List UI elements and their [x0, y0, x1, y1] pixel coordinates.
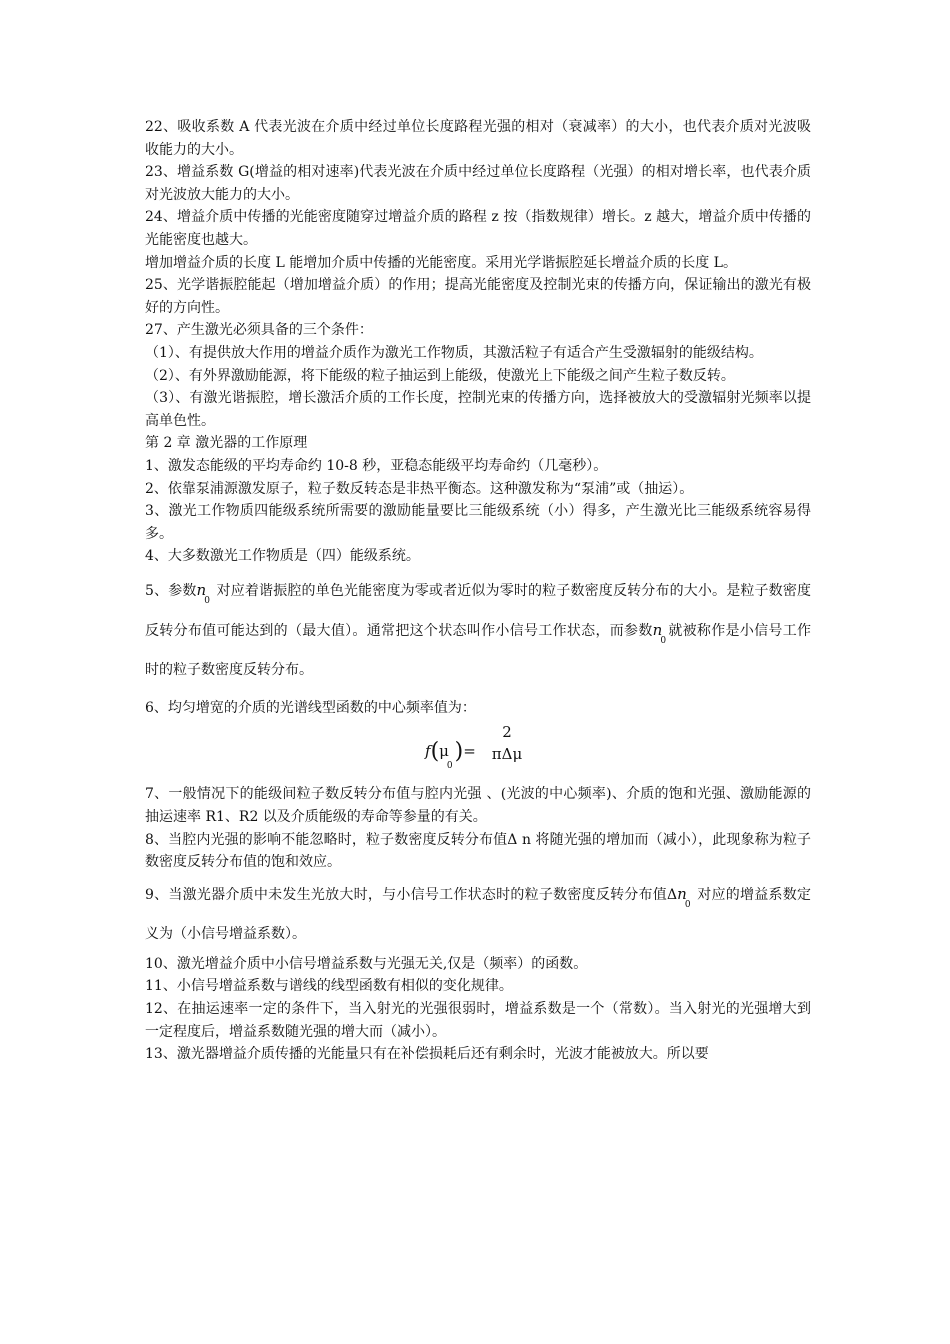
paragraph-22: 22、吸收系数 A 代表光波在介质中经过单位长度路程光强的相对（衰减率）的大小，也代表介质对光波吸收能力的大小。 — [145, 119, 811, 158]
item-10: 10、激光增益介质中小信号增益系数与光强无关,仅是（频率）的函数。 — [145, 955, 588, 972]
item-7: 7、一般情况下的能级间粒子数反转分布值与腔内光强 、(光波的中心频率)、介质的饱和光强、激励能源的抽运速率 R1、R2 以及介质能级的寿命等参量的有关。 — [145, 786, 811, 826]
item-9 — [145, 876, 811, 953]
paragraph-24-continued: 增加增益介质的长度 L 能增加介质中传播的光能密度。采用光学谐振腔延长增益介质的长度 L。 — [145, 254, 737, 271]
symbol-n0-second: $n_0$ — [652, 620, 667, 646]
item-5 — [145, 572, 811, 689]
symbol-n0: $n_0$ — [196, 580, 210, 606]
symbol-n0-third: $n_0$ — [677, 884, 691, 910]
item-6: 6、均匀增宽的介质的光谱线型函数的中心频率值为： — [145, 699, 476, 716]
condition-1: （1）、有提供放大作用的增益介质作为激光工作物质，其激活粒子有适合产生受激辐射的能级结构。 — [145, 344, 763, 361]
formula-denominator: πΔμ — [491, 745, 523, 764]
item-8: 8、当腔内光强的影响不能忽略时，粒子数密度反转分布值Δ n 将随光强的增加而（减小），此现象称为粒子数密度反转分布值的饱和效应。 — [145, 831, 811, 871]
document-page — [145, 116, 811, 1066]
formula-numerator: 2 — [502, 723, 512, 742]
item-2: 2、依靠泵浦源激发原子，粒子数反转态是非热平衡态。这种激发称为“泵浦”或（抽运）。 — [145, 480, 694, 497]
item-12: 12、在抽运速率一定的条件下，当入射光的光强很弱时，增益系数是一个（常数）。当入射光的光强增大到一定程度后，增益系数随光强的增大而（减小）。 — [145, 1001, 811, 1040]
item-11: 11、小信号增益系数与谱线的线型函数有相似的变化规律。 — [145, 978, 513, 995]
item-1: 1、激发态能级的平均寿命约 10-8 秒，亚稳态能级平均寿命约（几毫秒）。 — [145, 457, 608, 474]
item-5-middle: 对应着谐振腔的单色光能密度为零或者近似为零时的粒子数密度反转分布的大小。是粒子数密度反转分布值可能达到的（最大值）。通常把这个状态叫作小信号工作状态，而参数 — [145, 582, 811, 639]
formula-fraction — [485, 723, 529, 763]
item-4: 4、大多数激光工作物质是（四）能级系统。 — [145, 548, 420, 565]
paragraph-25: 25、光学谐振腔能起（增加增益介质）的作用；提高光能密度及控制光束的传播方向，保证输出的激光有极好的方向性。 — [145, 277, 811, 316]
item-5-end: 就被称作是小信号工作时的粒子数密度反转分布。 — [145, 622, 812, 678]
lineshape-formula — [145, 719, 811, 783]
paragraph-27: 27、产生激光必须具备的三个条件： — [145, 322, 373, 339]
paragraph-24: 24、增益介质中传播的光能密度随穿过增益介质的路程 z 按（指数规律）增长。z 越大，增益介质中传播的光能密度也越大。 — [145, 209, 811, 248]
formula-lhs: $f(\mu_0)=$ — [425, 739, 476, 772]
item-13: 13、激光器增益介质传播的光能量只有在补偿损耗后还有剩余时，光波才能被放大。所以要 — [145, 1046, 709, 1063]
item-9-end: 对应的增益系数定义为（小信号增益系数）。 — [145, 886, 812, 942]
condition-2: （2）、有外界激励能源，将下能级的粒子抽运到上能级，使激光上下能级之间产生粒子数反转。 — [145, 367, 735, 384]
paragraph-23: 23、增益系数 G(增益的相对速率)代表光波在介质中经过单位长度路程（光强）的相对增长率，也代表介质对光波放大能力的大小。 — [145, 164, 811, 203]
item-3: 3、激光工作物质四能级系统所需要的激励能量要比三能级系统（小）得多，产生激光比三能级系统容易得多。 — [145, 503, 811, 542]
item-5-start: 5、参数 — [145, 582, 197, 599]
chapter-heading: 第 2 章 激光器的工作原理 — [145, 435, 308, 452]
condition-3: （3）、有激光谐振腔，增长激活介质的工作长度，控制光束的传播方向，选择被放大的受激辐射光频率以提高单色性。 — [145, 390, 811, 429]
item-9-start: 9、当激光器介质中未发生光放大时，与小信号工作状态时的粒子数密度反转分布值Δ — [145, 886, 678, 903]
